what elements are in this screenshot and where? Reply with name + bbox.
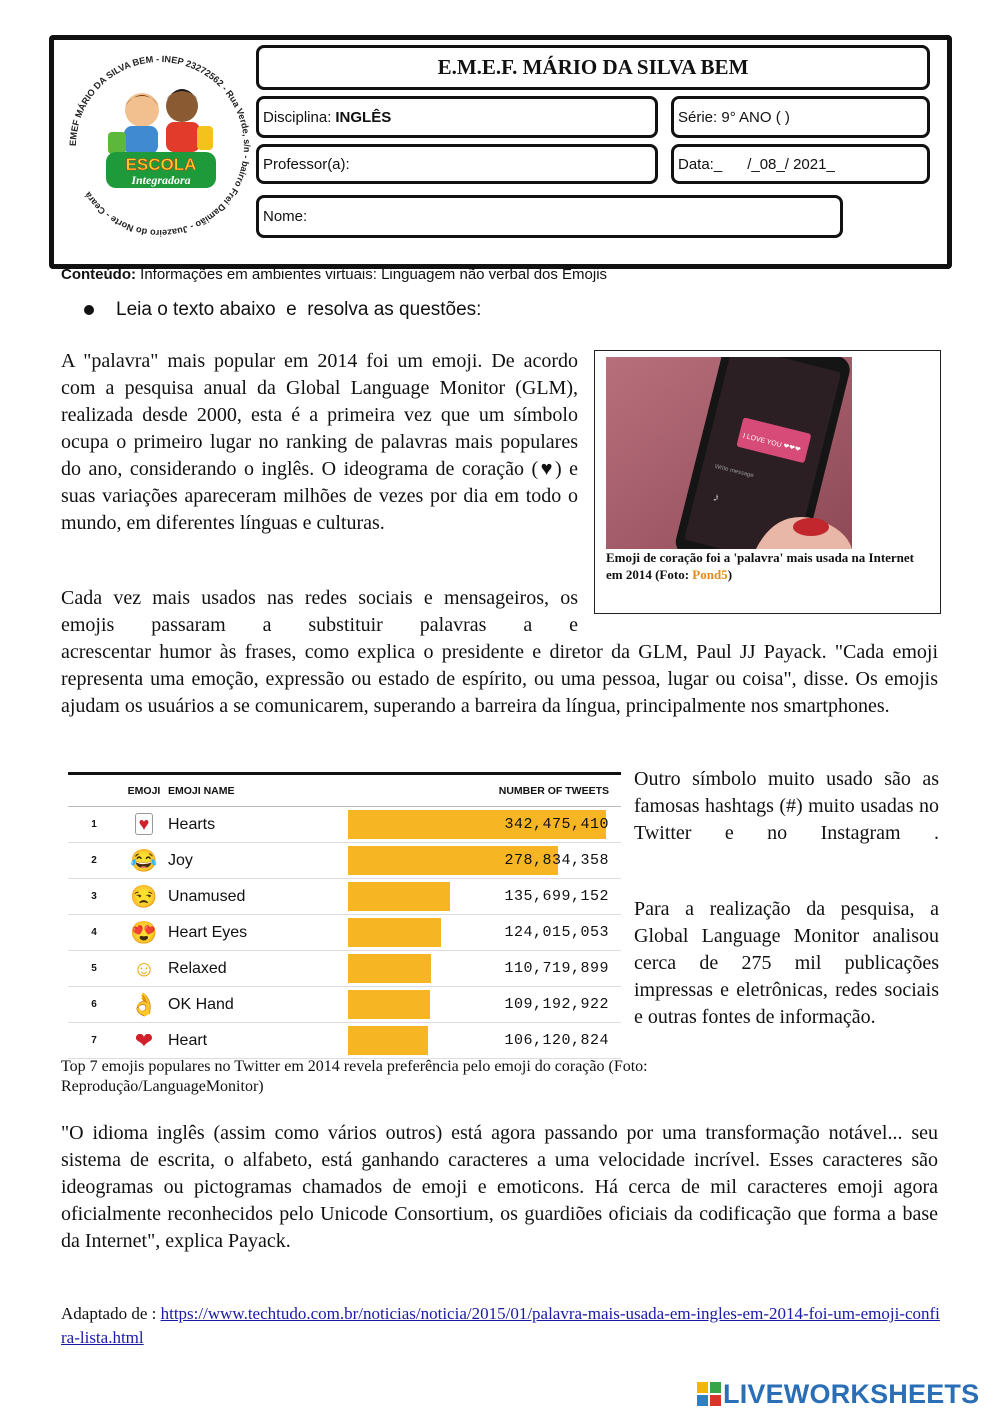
unamused-face-icon: 😒 [130,883,158,909]
table-row [68,915,621,951]
emoji-ranking-chart [68,772,621,1059]
professor-label: Professor(a): [263,155,350,173]
emoji-name: Hearts [168,807,348,843]
date-field[interactable] [671,144,930,184]
tweet-count: 124,015,053 [504,924,609,941]
table-row [68,879,621,915]
tweet-count: 342,475,410 [504,816,609,833]
date-label: Data:_ /_08_/ 2021_ [678,155,835,173]
tweet-bar [348,918,441,947]
emoji-name: Unamused [168,879,348,915]
col-emoji-name: EMOJI NAME [168,775,348,807]
svg-text:♪: ♪ [711,489,722,505]
tweet-bar [348,882,450,911]
liveworksheets-watermark [697,1378,979,1410]
source-line [61,1302,941,1350]
table-row [68,951,621,987]
serie-field[interactable] [671,96,930,138]
col-number-of-tweets: NUMBER OF TWEETS [348,775,621,807]
photo-caption: Emoji de coração foi a 'palavra' mais usada na Internet em 2014 (Foto: Pond5) [606,550,915,582]
source-link[interactable]: https://www.techtudo.com.br/noticias/noticia/2015/01/palavra-mais-usada-em-ingles-em-2014-foi-um-emoji-confira-lista.html [61,1304,940,1347]
logo-ring-text: EMEF MÁRIO DA SILVA BEM - INEP 23272562 - Rua Verde, s/n - bairro Frei Damião - Juazeiro do Norte - Ceará [67,53,253,239]
heart-card-icon: ♥ [135,813,154,835]
table-row [68,807,621,843]
tweet-count: 109,192,922 [504,996,609,1013]
tears-of-joy-icon: 😂 [130,847,158,873]
watermark-text: LIVEWORKSHEETS [723,1378,980,1409]
rank-number: 2 [68,843,120,879]
disciplina-field[interactable] [256,96,658,138]
emoji-name: Heart Eyes [168,915,348,951]
relaxed-face-icon: ☺ [132,955,156,981]
tweet-count: 278,834,358 [504,852,609,869]
table-row [68,987,621,1023]
phone-message: I LOVE YOU ❤❤❤ [742,432,802,454]
logo-brand-bottom: Integradora [131,173,191,187]
logo-brand-top: ESCOLA [125,155,197,174]
serie-label: Série: 9° ANO ( ) [678,108,790,126]
red-heart-icon: ❤ [134,1027,154,1053]
col-emoji: EMOJI [120,775,168,807]
emoji-name: Joy [168,843,348,879]
disciplina-value: INGLÊS [335,108,392,126]
lw-icon [697,1382,721,1406]
conteudo-line [61,266,607,283]
emoji-name: Heart [168,1023,348,1059]
rank-number: 5 [68,951,120,987]
school-logo [62,48,258,244]
heart-eyes-icon: 😍 [130,919,158,945]
tweet-bar [348,954,431,983]
emoji-ranking-table [68,775,621,1059]
bullet-icon [84,305,94,315]
rank-number: 1 [68,807,120,843]
name-label: Nome: [263,208,308,225]
rank-number: 3 [68,879,120,915]
name-field[interactable] [256,195,843,238]
emoji-name: OK Hand [168,987,348,1023]
paragraph-3: Outro símbolo muito usado são as famosas hashtags (#) muito usadas no Twitter e no Instagram . [634,768,939,844]
pond5-link[interactable]: Pond5 [692,567,728,582]
rank-number: 7 [68,1023,120,1059]
instruction-text: Leia o texto abaixo e resolva as questões: [116,299,482,320]
paragraph-2-rest: acrescentar humor às frases, como explica o presidente e diretor da GLM, Paul JJ Payack. "Cada emoji representa uma emoção, expressão ou estado de espírito, ou uma pessoa, lugar ou coisa", disse. Os emojis ajudam os usuários a se comunicarem, superando a barreira da língua, principalmente nos smartphones. [61,641,938,717]
paragraph-4: Para a realização da pesquisa, a Global Language Monitor analisou cerca de 275 mil publicações impressas e eletrônicas, redes sociais e outras fontes de informação. [634,898,939,1028]
tweet-bar [348,990,430,1019]
paragraph-2-start: Cada vez mais usados nas redes sociais e mensageiros, os emojis passaram a substituir palavras a e [61,587,578,636]
disciplina-label: Disciplina: [263,108,332,126]
source-label: Adaptado de : [61,1304,161,1323]
conteudo-text: Informações em ambientes virtuais: Linguagem não verbal dos Emojis [135,266,608,283]
ok-hand-icon: 👌 [130,991,158,1017]
phone-placeholder: Write message [713,463,755,480]
conteudo-label: Conteúdo: [61,266,136,283]
tweet-bar [348,1026,428,1055]
rank-number: 4 [68,915,120,951]
rank-number: 6 [68,987,120,1023]
table-caption: Top 7 emojis populares no Twitter em 2014 revela preferência pelo emoji do coração (Foto: Reprodução/LanguageMonitor) [61,1058,648,1095]
tweet-count: 110,719,899 [504,960,609,977]
photo-frame [594,350,941,614]
phone-photo [606,357,852,549]
table-row [68,1023,621,1059]
paragraph-5: "O idioma inglês (assim como vários outros) está agora passando por uma transformação notável... seu sistema de escrita, o alfabeto, está ganhando caracteres a uma velocidade incrível. Esses caracteres são ideogramas ou pictogramas chamados de emoji e emoticons. Há cerca de mil caracteres emoji agora oficialmente reconhecidos pelo Unicode Consortium, os guardiões oficiais da codificação que forma a base da Internet", explica Payack. [61,1122,938,1252]
instruction [84,299,481,321]
professor-field[interactable] [256,144,658,184]
emoji-name: Relaxed [168,951,348,987]
tweet-count: 135,699,152 [504,888,609,905]
table-header [68,775,621,807]
table-row [68,843,621,879]
paragraph-1: A "palavra" mais popular em 2014 foi um emoji. De acordo com a pesquisa anual da Global Language Monitor (GLM), realizada desde 2000, esta é a primeira vez que um símbolo ocupa o primeiro lugar no ranking de palavras mais populares do ano, considerando o inglês. O ideograma de coração (♥) e suas variações apareceram milhões de vezes por dia em todo o mundo, em diferentes línguas e culturas. [61,350,578,534]
school-name: E.M.E.F. MÁRIO DA SILVA BEM [256,45,930,90]
tweet-count: 106,120,824 [504,1032,609,1049]
